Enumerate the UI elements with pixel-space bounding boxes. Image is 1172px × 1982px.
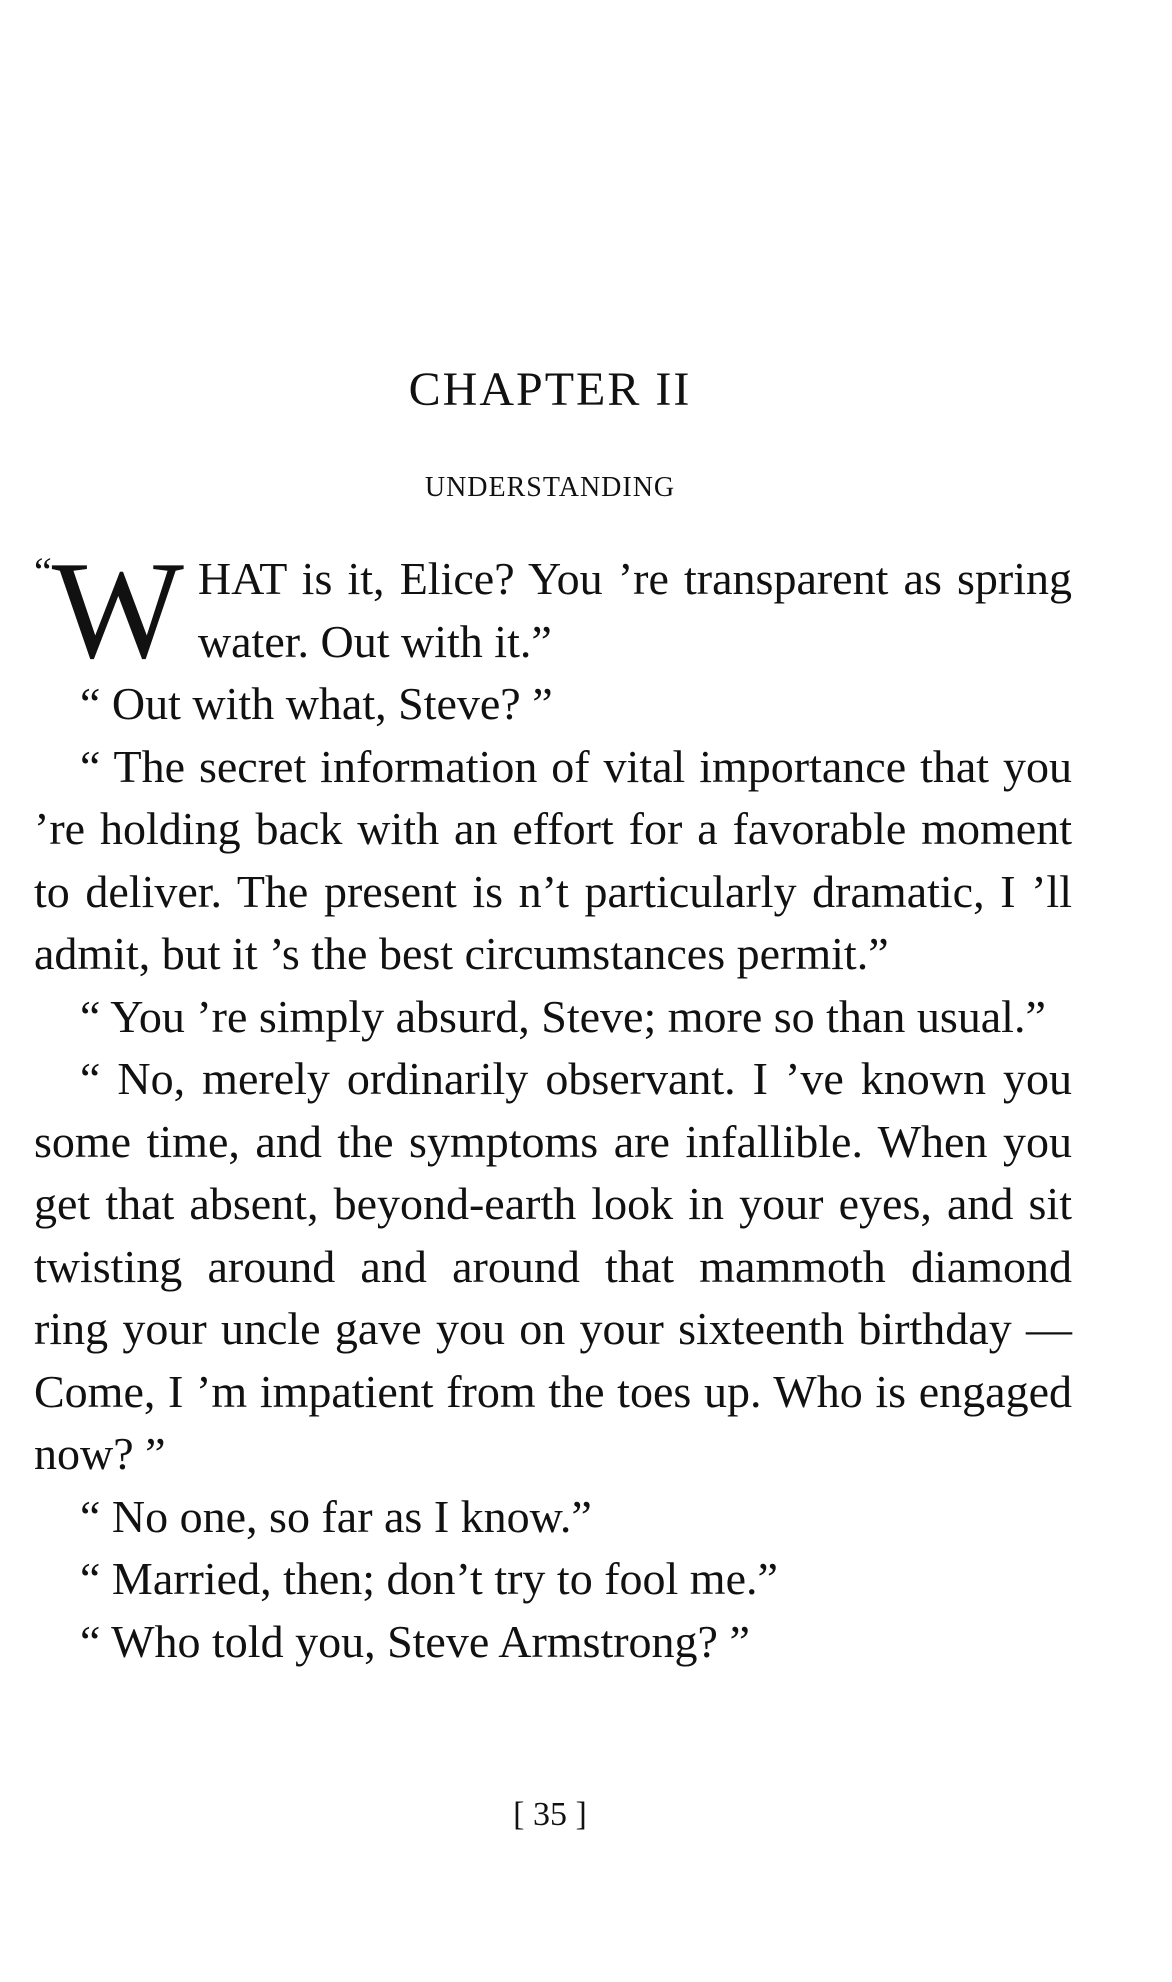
body-text [34, 533, 1072, 1673]
paragraph [34, 533, 1072, 688]
chapter-title: CHAPTER II [408, 363, 692, 416]
drop-cap-letter: W [51, 533, 184, 688]
page-number: [ 35 ] [513, 1796, 587, 1833]
paragraph: “ Married, then; don’t try to fool me.” [80, 1553, 778, 1604]
paragraph-text: HAT is it, Elice? You ’re transparent as spring water. Out with it.” [197, 553, 1072, 667]
paragraph: “ You ’re simply absurd, Steve; more so than usual.” [80, 990, 1046, 1042]
paragraph: “ Who told you, Steve Armstrong? ” [80, 1615, 750, 1667]
drop-cap-quote: “ [34, 549, 52, 594]
drop-cap [34, 533, 184, 688]
paragraph: “ No, merely ordinarily observant. I ’ve known you some time, and the symptoms are infallible. When you get that absent, beyond-earth look in your eyes, and sit twisting around and around that mammoth diamond ring your uncle gave you on your sixteenth birthday — Come, I ’m impatient from the toes up. Who is engaged now? ” [34, 1053, 1072, 1479]
chapter-subtitle: UNDERSTANDING [424, 472, 676, 503]
paragraph: “ No one, so far as I know.” [80, 1490, 592, 1542]
paragraph: “ Out with what, Steve? ” [80, 678, 553, 729]
paragraph: “ The secret information of vital importance that you ’re holding back with an effort for a favorable moment to deliver. The present is n’t particularly dramatic, I ’ll admit, but it ’s the best circumstances permit.” [34, 740, 1072, 979]
